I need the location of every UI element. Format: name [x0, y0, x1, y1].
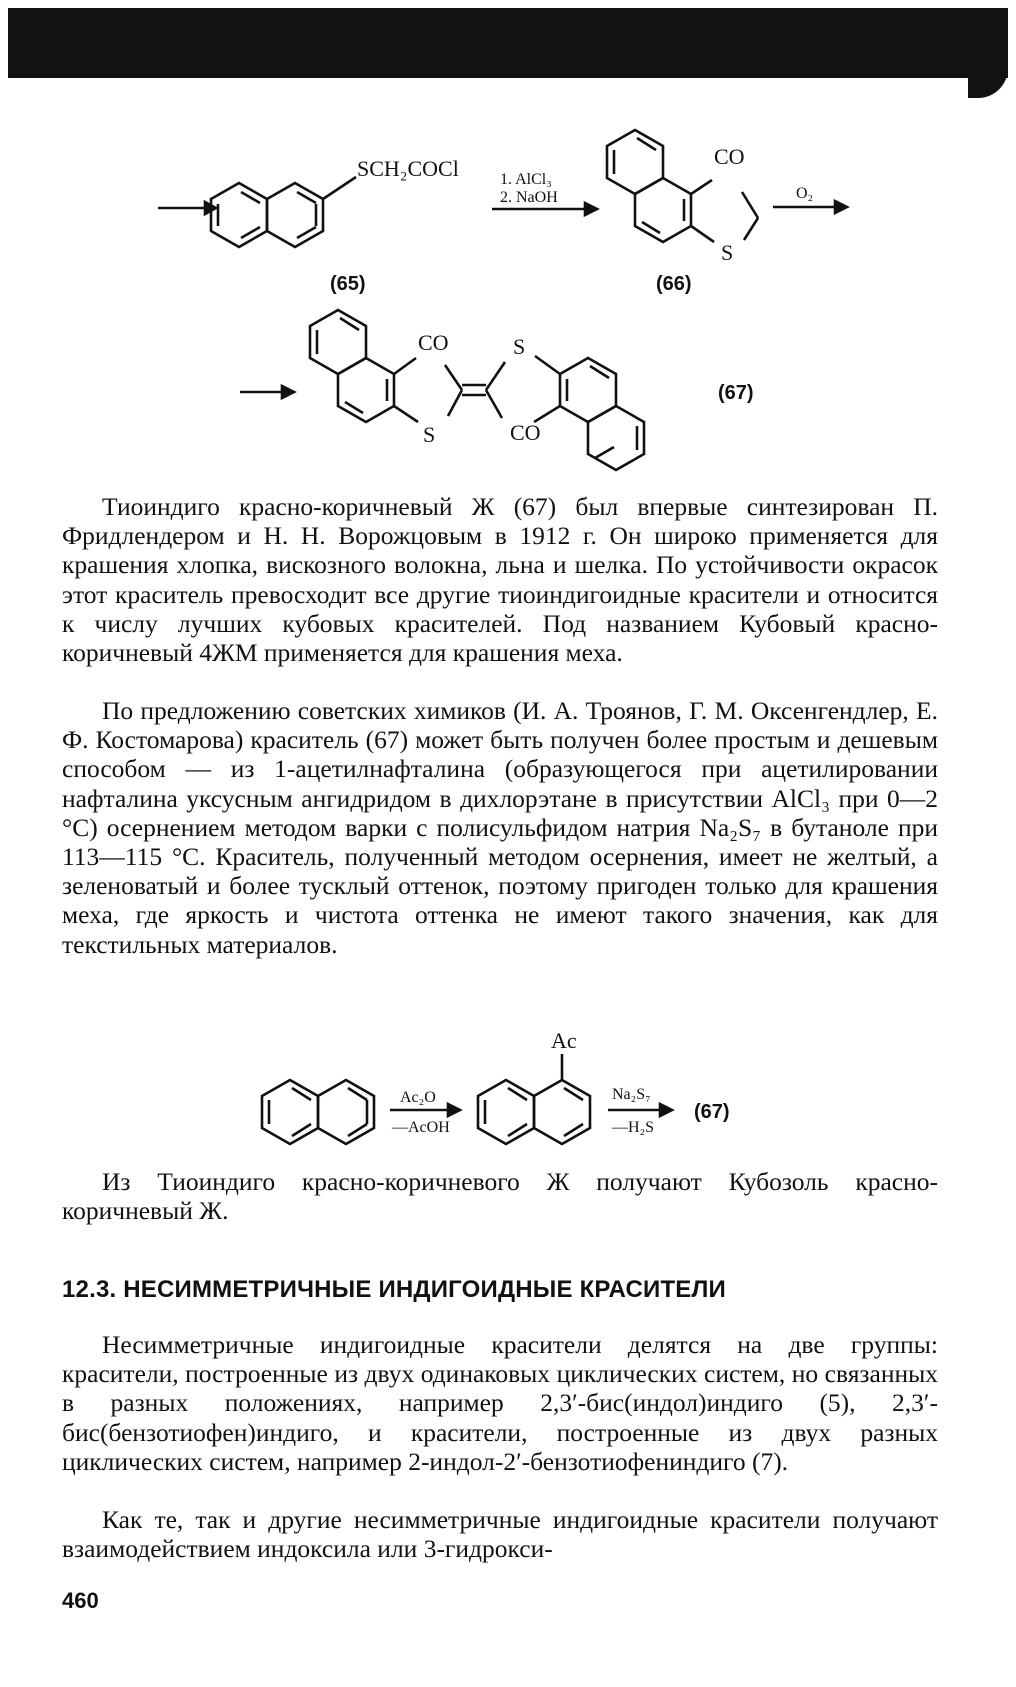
oxidant-label: O₂ [796, 185, 814, 202]
s-label-67-top: S [513, 334, 526, 359]
product-67-label: (67) [694, 1101, 730, 1123]
s-label-66: S [721, 240, 734, 265]
compound-65-label: (65) [330, 273, 366, 295]
reagent-step2-label: 2. NaOH [500, 189, 558, 206]
s-label-67-bottom: S [423, 422, 436, 447]
compound-66-label: (66) [656, 273, 692, 295]
paragraph-3: Из Тиоиндиго красно-коричневого Ж получают Кубозоль красно-коричневый Ж. [62, 1167, 938, 1226]
reaction-scheme-1 [0, 110, 1016, 490]
acetyl-label: Ac [551, 1028, 577, 1053]
substituent-label: SCH₂COCl [357, 156, 459, 181]
co-label-67-bottom: CO [510, 420, 541, 445]
paragraph-4: Несимметричные индигоидные красители делятся на две группы: красители, построенные из двух одинаковых циклических систем, но связанных в разных положениях, например 2,3′-бис(индол)индиго (5), 2,3′-бис(бензотиофен)индиго, и красители, построенные из двух разных циклических систем, например 2-индол-2′-бензотиофениндиго (7). [62, 1330, 938, 1476]
scheme-2-drawing [0, 1028, 1016, 1148]
paragraph-1: Тиоиндиго красно-коричневый Ж (67) был впервые синтезирован П. Фридлендером и Н. Н. Ворожцовым в 1912 г. Он широко применяется для крашения хлопка, вискозного волокна, льна и шелка. По устойчивости окрасок этот краситель превосходит все другие тиоиндигоидные красители и относится к числу лучших кубовых красителей. Под названием Кубовый красно-коричневый 4ЖМ применяется для крашения меха. [62, 492, 938, 668]
top-scan-border [8, 8, 1008, 78]
co-label-67-top: CO [418, 330, 449, 355]
reagent-bottom-1: —AcOH [392, 1119, 450, 1136]
reaction-scheme-2 [0, 1028, 1016, 1148]
reagent-top-2: Na₂S₇ [612, 1086, 651, 1103]
reagent-bottom-2: —H₂S [612, 1119, 655, 1136]
reagent-top-1: Ac₂O [400, 1089, 436, 1106]
paragraph-2: По предложению советских химиков (И. А. Троянов, Г. М. Оксенгендлер, Е. Ф. Костомарова) краситель (67) может быть получен более простым и дешевым способом — из 1-ацетилнафталина (образующегося при ацетилировании нафталина уксусным ангидридом в дихлорэтане в присутствии AlCl₃ при 0—2 °C) осернением методом варки с полисульфидом натрия Na₂S₇ в бутаноле при 113—115 °C. Краситель, полученный методом осернения, имеет не желтый, а зеленоватый и более тусклый оттенок, поэтому пригоден только для крашения меха, где яркость и чистота оттенка не имеют такого значения, как для текстильных материалов. [62, 696, 938, 959]
section-heading: 12.3. НЕСИММЕТРИЧНЫЕ ИНДИГОИДНЫЕ КРАСИТЕЛИ [62, 1276, 727, 1303]
paragraph-5: Как те, так и другие несимметричные индигоидные красители получают взаимодействием индоксила или 3-гидрокси- [62, 1505, 938, 1564]
scheme-1-drawing [0, 110, 1016, 490]
reagent-step1-label: 1. AlCl₃ [500, 171, 552, 188]
co-label-66: CO [714, 144, 745, 169]
page-number: 460 [62, 1588, 99, 1613]
compound-67-label: (67) [718, 382, 754, 404]
